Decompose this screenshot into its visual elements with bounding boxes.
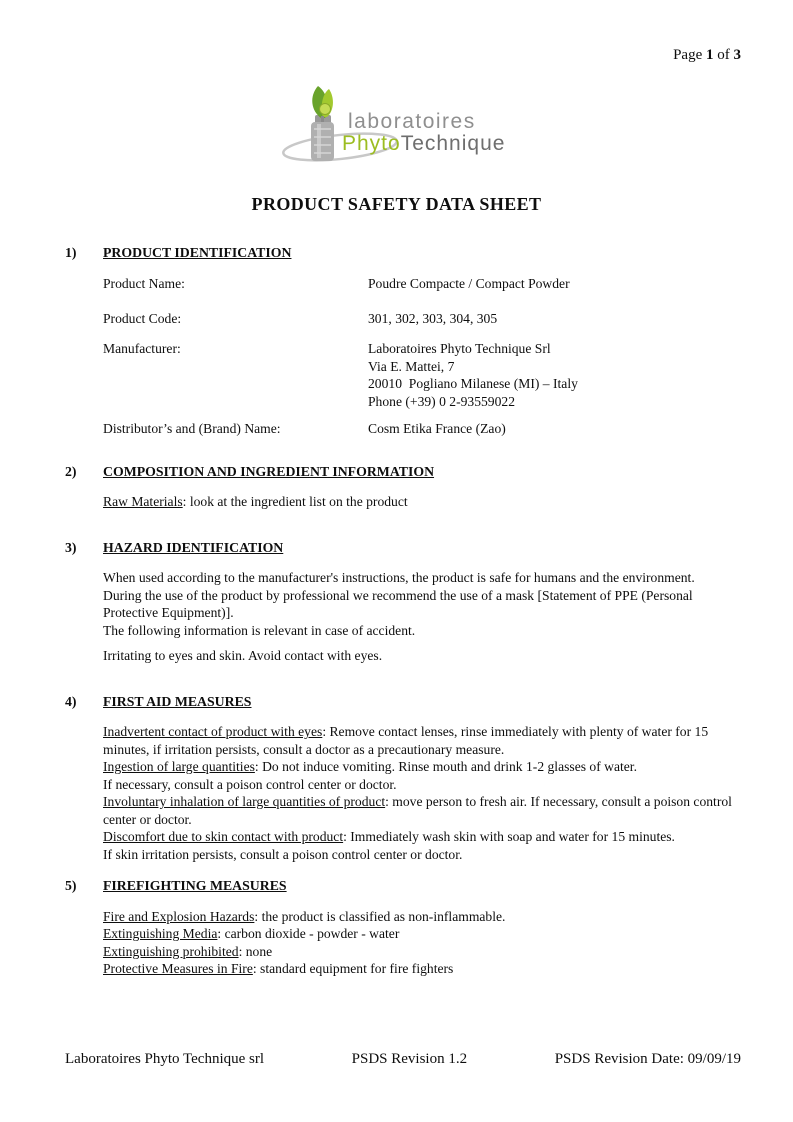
paragraph: Irritating to eyes and skin. Avoid contact with eyes.: [103, 648, 383, 663]
page-total: 3: [733, 47, 741, 63]
paragraph: When used according to the manufacturer's instructions, the product is safe for humans and the environment.: [103, 570, 695, 585]
page-current: 1: [706, 47, 714, 63]
line-text: : Immediately wash skin with soap and water for 15 minutes.: [343, 829, 675, 844]
section-title: FIREFIGHTING MEASURES: [103, 878, 287, 893]
section-hazard-identification: [65, 539, 741, 665]
footer-revision-date: PSDS Revision Date: 09/09/19: [554, 1051, 741, 1067]
field-value: 301, 302, 303, 304, 305: [368, 310, 498, 326]
lead-label: Inadvertent contact of product with eyes: [103, 724, 323, 739]
field-manufacturer: [103, 340, 741, 410]
section-number: 4): [65, 693, 77, 709]
paragraph: During the use of the product by professional we recommend the use of a mask [Statement of PPE (Personal Protective Equipment)].: [103, 587, 693, 620]
field-value: Poudre Compacte / Compact Powder: [368, 275, 570, 291]
lead-label: Extinguishing Media: [103, 926, 218, 941]
extinguishing-prohibited-line: [103, 943, 741, 961]
field-value: Cosm Etika France (Zao): [368, 421, 506, 436]
section-number: 3): [65, 539, 77, 555]
of-word: of: [717, 47, 730, 63]
line-text: If skin irritation persists, consult a poison control center or doctor.: [103, 846, 463, 862]
section-first-aid: [65, 693, 741, 864]
section-title: PRODUCT IDENTIFICATION: [103, 245, 292, 260]
extinguishing-media-line: [103, 925, 741, 943]
field-product-name: [103, 275, 741, 293]
field-value: [368, 340, 741, 410]
line-text: : carbon dioxide - powder - water: [217, 926, 400, 941]
section-heading: [65, 693, 741, 711]
section-firefighting: [65, 877, 741, 978]
line-text: : Do not induce vomiting. Rinse mouth and drink 1-2 glasses of water.: [254, 759, 637, 774]
section-number: 1): [65, 245, 77, 260]
section-number: 2): [65, 463, 77, 479]
page-word: Page: [673, 47, 703, 63]
section-number: 5): [65, 878, 77, 893]
logo-line1-text: laboratoires: [348, 110, 476, 133]
first-aid-skin-note-line: [103, 846, 741, 864]
field-label: Product Code:: [103, 310, 182, 326]
fire-hazards-line: [103, 908, 741, 926]
section-content: [103, 275, 741, 438]
page-footer: [65, 1051, 741, 1068]
section-heading: [65, 877, 741, 895]
line-text: : the product is classified as non-inflammable.: [254, 908, 506, 924]
section-content: [103, 493, 741, 511]
section-content: [103, 569, 741, 665]
line-text: : Remove contact lenses, rinse immediately with plenty of water for 15 minutes, if irritation persists, consult a doctor as a precautionary measure.: [103, 724, 709, 757]
document-title: PRODUCT SAFETY DATA SHEET: [251, 194, 542, 214]
protective-measures-line: [103, 960, 741, 978]
lead-label: Ingestion of large quantities: [103, 759, 255, 774]
lead-label: Fire and Explosion Hazards: [103, 908, 255, 924]
lead-label: Involuntary inhalation of large quantities of product: [103, 794, 386, 809]
line-text: : look at the ingredient list on the product: [182, 494, 408, 509]
field-label: Product Name:: [103, 275, 185, 291]
raw-materials-line: [103, 493, 741, 511]
section-title: COMPOSITION AND INGREDIENT INFORMATION: [103, 463, 435, 479]
manufacturer-phone-line: Phone (+39) 0 2-93559022: [368, 393, 515, 409]
field-product-code: [103, 310, 741, 328]
first-aid-ingestion-note-line: [103, 776, 741, 794]
section-content: [103, 908, 741, 978]
field-label: Distributor’s and (Brand) Name:: [103, 421, 281, 436]
logo-technique-text: Technique: [400, 132, 506, 155]
field-label: Manufacturer:: [103, 341, 181, 356]
section-heading: [65, 463, 741, 481]
paragraph: The following information is relevant in case of accident.: [103, 622, 416, 638]
first-aid-skin-line: [103, 828, 741, 846]
footer-revision: PSDS Revision 1.2: [351, 1051, 468, 1067]
manufacturer-city-line: 20010 Pogliano Milanese (MI) – Italy: [368, 376, 578, 391]
lead-label: Extinguishing prohibited: [103, 943, 239, 959]
first-aid-eyes-line: [103, 723, 741, 758]
line-text: : none: [238, 943, 273, 959]
field-distributor: [103, 420, 741, 438]
lead-label: Protective Measures in Fire: [103, 961, 253, 976]
lead-label: Discomfort due to skin contact with product: [103, 829, 344, 844]
section-content: [103, 723, 741, 863]
first-aid-inhalation-line: [103, 793, 741, 828]
company-logo: [276, 84, 518, 166]
line-text: If necessary, consult a poison control center or doctor.: [103, 776, 397, 792]
section-title: FIRST AID MEASURES: [103, 693, 252, 709]
section-heading: [65, 244, 741, 262]
document-body: [65, 244, 741, 978]
line-text: : move person to fresh air. If necessary, consult a poison control center or doctor.: [103, 794, 732, 827]
manufacturer-street-line: Via E. Mattei, 7: [368, 358, 455, 374]
logo-phyto-text: Phyto: [342, 132, 401, 155]
phytotechnique-logo-graphic: [276, 84, 518, 166]
section-composition: [65, 463, 741, 511]
svg-text:PhytoTechnique: [342, 132, 505, 155]
first-aid-ingestion-line: [103, 758, 741, 776]
page-number: [673, 47, 741, 64]
manufacturer-name-line: Laboratoires Phyto Technique Srl: [368, 341, 551, 356]
footer-company: Laboratoires Phyto Technique srl: [65, 1051, 265, 1067]
section-title: HAZARD IDENTIFICATION: [103, 539, 284, 555]
line-text: : standard equipment for fire fighters: [252, 961, 454, 976]
lead-label: Raw Materials: [103, 494, 183, 509]
section-heading: [65, 539, 741, 557]
section-product-identification: [65, 244, 741, 438]
